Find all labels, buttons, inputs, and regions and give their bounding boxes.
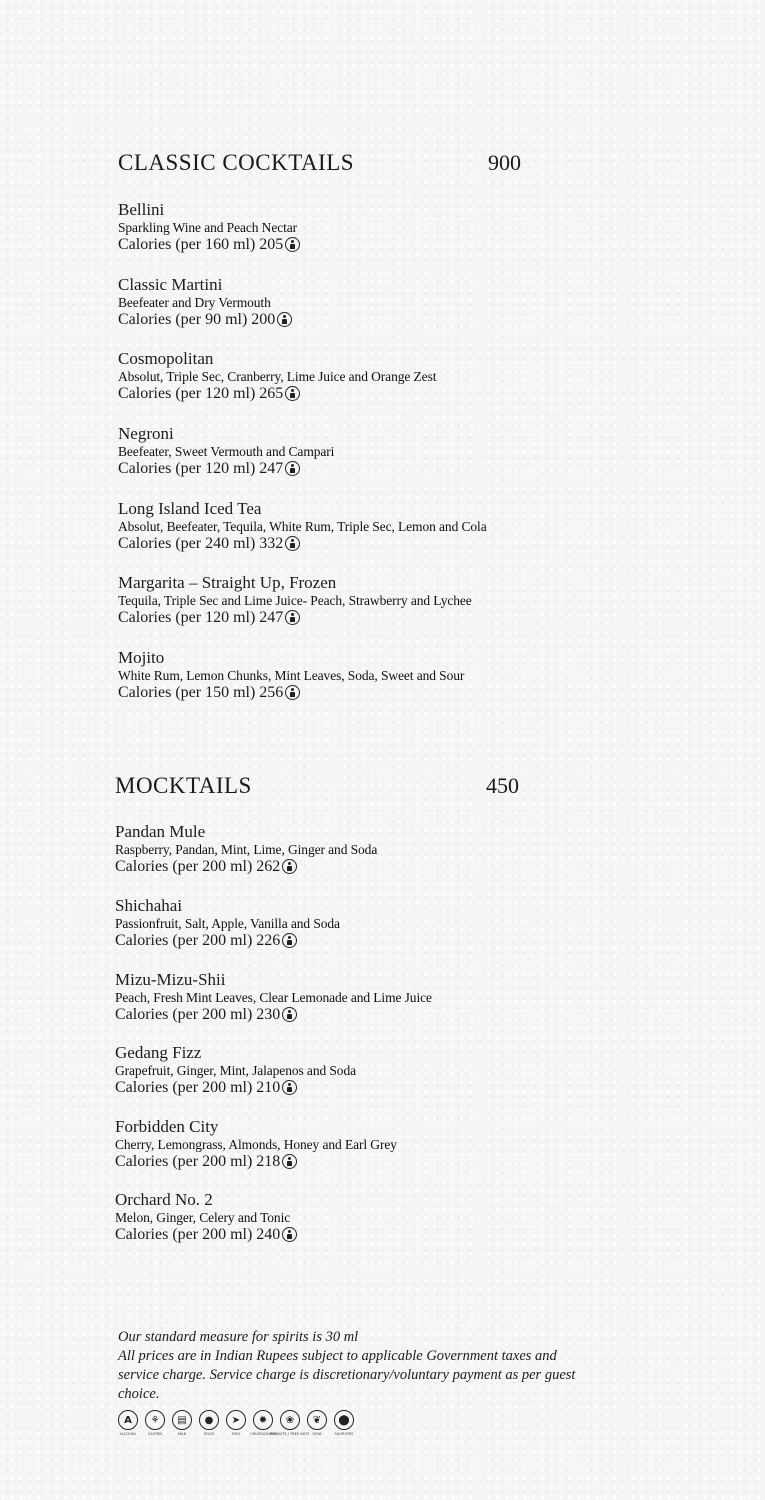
allergen-label: PEANUTS / TREE NUTS [270, 1432, 310, 1436]
calories-text: Calories (per 160 ml) 205 [118, 236, 284, 253]
info-icon [285, 685, 300, 700]
info-icon [285, 237, 300, 252]
calories-text: Calories (per 200 ml) 210 [115, 1079, 281, 1096]
menu-item [118, 201, 300, 253]
allergen-sulphites [333, 1410, 355, 1436]
mocktails-price: 450 [486, 773, 519, 798]
item-name: Forbidden City [115, 1117, 219, 1136]
item-calories [118, 460, 334, 477]
item-description: Melon, Ginger, Celery and Tonic [115, 1210, 291, 1225]
crustaceans-icon: ✹ [253, 1410, 273, 1430]
info-icon [282, 859, 297, 874]
item-calories [118, 609, 472, 626]
item-name: Orchard No. 2 [115, 1190, 213, 1209]
item-description: White Rum, Lemon Chunks, Mint Leaves, Soda, Sweet and Sour [118, 668, 465, 683]
info-icon [282, 1154, 297, 1169]
allergen-gluten [144, 1410, 166, 1436]
calories-text: Calories (per 120 ml) 247 [118, 460, 284, 477]
info-icon [285, 536, 300, 551]
menu-item [115, 897, 340, 949]
item-name: Pandan Mule [115, 822, 206, 841]
info-icon [285, 610, 300, 625]
allergen-label: GLUTEN [147, 1432, 163, 1436]
item-name: Gedang Fizz [115, 1043, 202, 1062]
menu-item [118, 574, 472, 626]
calories-text: Calories (per 200 ml) 230 [115, 1006, 281, 1023]
calories-text: Calories (per 120 ml) 247 [118, 609, 284, 626]
item-calories [115, 1079, 356, 1096]
menu-item [118, 649, 464, 701]
menu-item [115, 823, 377, 875]
item-name: Negroni [118, 424, 174, 443]
sulphites-icon: ⬤ [334, 1410, 354, 1430]
allergen-label: ALCOHOL [119, 1432, 137, 1436]
calories-text: Calories (per 240 ml) 332 [118, 535, 284, 552]
item-name: Long Island Iced Tea [118, 499, 262, 518]
item-calories [115, 858, 377, 875]
allergen-eggs [198, 1410, 220, 1436]
classic-cocktails-heading: CLASSIC COCKTAILS [118, 150, 355, 175]
item-calories [115, 1226, 297, 1243]
item-name: Cosmopolitan [118, 349, 214, 368]
item-description: Tequila, Triple Sec and Lime Juice- Peach, Strawberry and Lychee [118, 593, 472, 608]
item-name: Shichahai [115, 896, 183, 915]
item-description: Cherry, Lemongrass, Almonds, Honey and Earl Grey [115, 1137, 397, 1152]
item-name: Classic Martini [118, 275, 223, 294]
item-description: Peach, Fresh Mint Leaves, Clear Lemonade and Lime Juice [115, 990, 432, 1005]
info-icon [282, 1080, 297, 1095]
menu-item [118, 500, 487, 552]
item-description: Sparkling Wine and Peach Nectar [118, 220, 298, 235]
allergen-soya [306, 1410, 328, 1436]
gluten-icon: ⚘ [145, 1410, 165, 1430]
item-calories [118, 236, 300, 253]
item-name: Bellini [118, 200, 165, 219]
item-description: Passionfruit, Salt, Apple, Vanilla and Soda [115, 916, 340, 931]
fish-icon: ➤ [226, 1410, 246, 1430]
item-calories [115, 1006, 432, 1023]
menu-item [118, 425, 334, 477]
menu-item [115, 1191, 297, 1243]
item-calories [115, 1153, 397, 1170]
alcohol-icon: A [118, 1410, 138, 1430]
menu-item [115, 1044, 356, 1096]
calories-text: Calories (per 90 ml) 200 [118, 311, 276, 328]
allergen-legend [117, 1410, 355, 1436]
item-description: Grapefruit, Ginger, Mint, Jalapenos and Soda [115, 1063, 356, 1078]
eggs-icon: ● [199, 1410, 219, 1430]
allergen-label: SULPHITES [334, 1432, 354, 1436]
item-name: Mizu-Mizu-Shii [115, 970, 226, 989]
allergen-label: CRUSTACEANS [250, 1432, 276, 1436]
item-calories [118, 311, 292, 328]
item-description: Absolut, Triple Sec, Cranberry, Lime Juice and Orange Zest [118, 369, 437, 384]
milk-icon: ▤ [172, 1410, 192, 1430]
peanuts-icon: ❀ [280, 1410, 300, 1430]
item-calories [118, 535, 487, 552]
item-description: Absolut, Beefeater, Tequila, White Rum, Triple Sec, Lemon and Cola [118, 519, 487, 534]
classic-cocktails-price: 900 [488, 150, 521, 175]
menu-item [115, 1118, 397, 1170]
calories-text: Calories (per 120 ml) 265 [118, 385, 284, 402]
menu-item [115, 971, 432, 1023]
calories-text: Calories (per 200 ml) 240 [115, 1226, 281, 1243]
item-description: Raspberry, Pandan, Mint, Lime, Ginger and Soda [115, 842, 378, 857]
calories-text: Calories (per 200 ml) 262 [115, 858, 281, 875]
menu-item [118, 276, 292, 328]
allergen-label: MILK [177, 1432, 187, 1436]
info-icon [282, 933, 297, 948]
menu-item [118, 350, 436, 402]
info-icon [285, 386, 300, 401]
allergen-alcohol [117, 1410, 139, 1436]
info-icon [282, 1007, 297, 1022]
calories-text: Calories (per 150 ml) 256 [118, 684, 284, 701]
item-description: Beefeater, Sweet Vermouth and Campari [118, 444, 335, 459]
allergen-label: SOYA [312, 1432, 322, 1436]
item-name: Mojito [118, 648, 165, 667]
allergen-fish [225, 1410, 247, 1436]
spirit-measure-note: Our standard measure for spirits is 30 ml [118, 1329, 359, 1345]
soya-icon: ❦ [307, 1410, 327, 1430]
info-icon [277, 312, 292, 327]
calories-text: Calories (per 200 ml) 218 [115, 1153, 281, 1170]
allergen-peanuts [270, 1410, 310, 1436]
allergen-label: FISH [232, 1432, 240, 1436]
menu-footer-notes [118, 1328, 588, 1404]
info-icon [282, 1227, 297, 1242]
info-icon [285, 461, 300, 476]
item-calories [118, 684, 464, 701]
allergen-label: EGGS [204, 1432, 214, 1436]
item-description: Beefeater and Dry Vermouth [118, 295, 271, 310]
calories-text: Calories (per 200 ml) 226 [115, 932, 281, 949]
pricing-note: All prices are in Indian Rupees subject to applicable Government taxes and service charge. Service charge is discretionary/voluntary payment as per guest choice. [118, 1348, 576, 1402]
item-name: Margarita – Straight Up, Frozen [118, 573, 337, 592]
mocktails-heading: MOCKTAILS [115, 773, 252, 798]
allergen-milk [171, 1410, 193, 1436]
item-calories [118, 385, 436, 402]
item-calories [115, 932, 340, 949]
